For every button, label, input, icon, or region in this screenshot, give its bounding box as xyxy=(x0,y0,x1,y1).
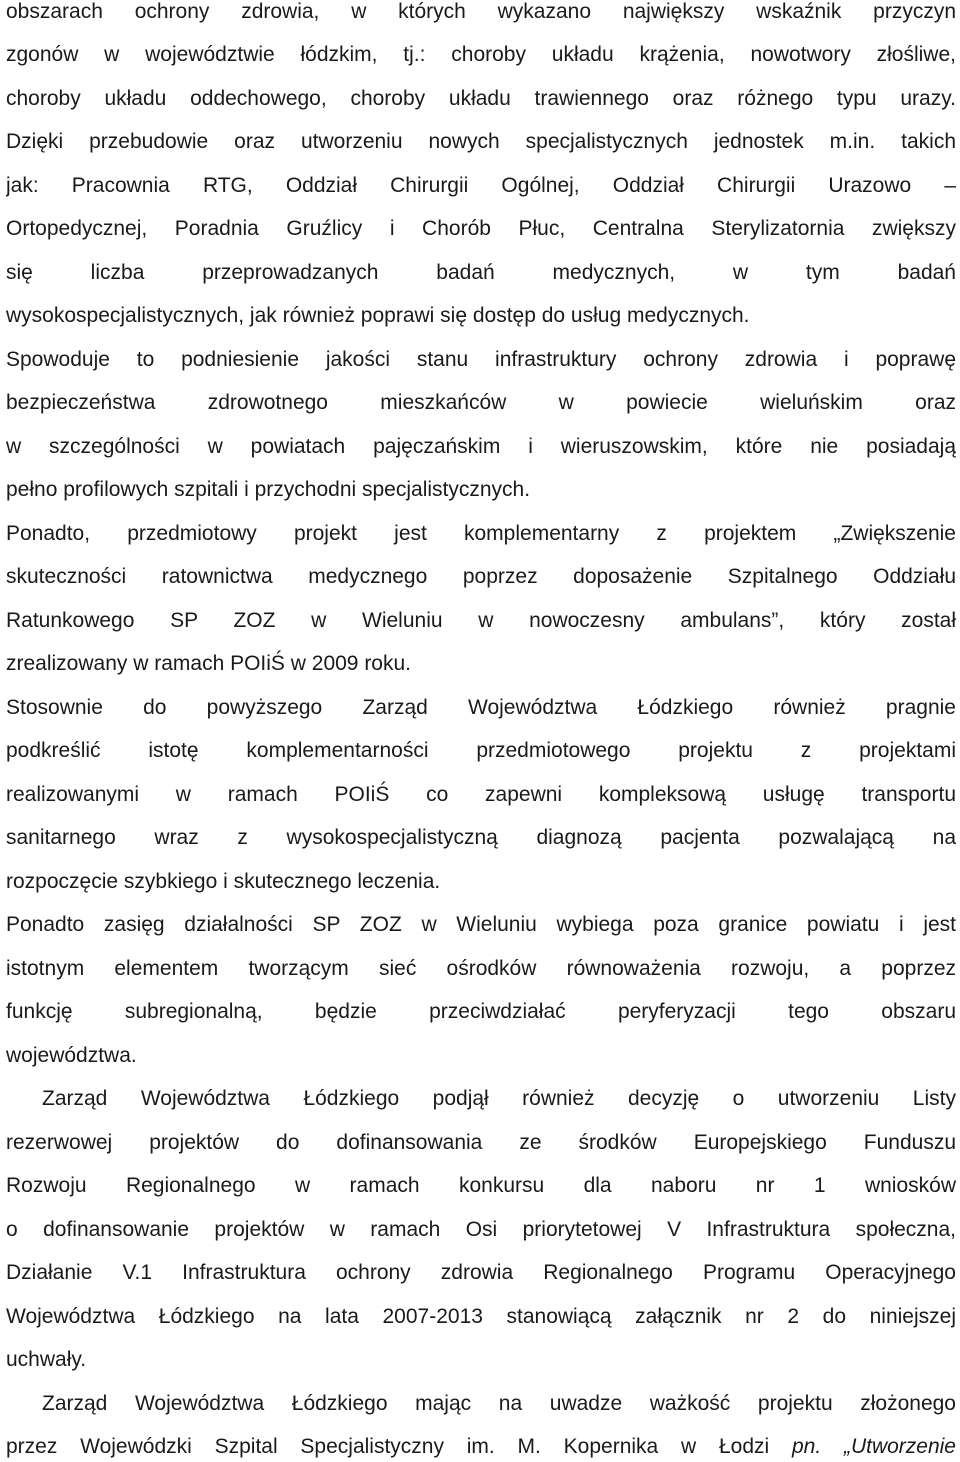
text-line: bezpieczeństwa zdrowotnego mieszkańców w powiecie wieluńskim oraz xyxy=(6,391,956,414)
text-line: Dzięki przebudowie oraz utworzeniu nowych specjalistycznych jednostek m.in. takich xyxy=(6,130,956,153)
text-line: realizowanymi w ramach POIiŚ co zapewni kompleksową usługę transportu xyxy=(6,783,956,806)
text-line-last-italic: pn. „Utworzenie xyxy=(791,1435,956,1458)
text-line: w szczególności w powiatach pajęczańskim i wieruszowskim, które nie posiadają xyxy=(6,435,956,458)
text-line: Rozwoju Regionalnego w ramach konkursu dla naboru nr 1 wniosków xyxy=(6,1174,956,1197)
text-line: Działanie V.1 Infrastruktura ochrony zdrowia Regionalnego Programu Operacyjnego xyxy=(6,1261,956,1284)
text-line: rezerwowej projektów do dofinansowania ze środków Europejskiego Funduszu xyxy=(6,1131,956,1154)
text-line: rozpoczęcie szybkiego i skutecznego leczenia. xyxy=(6,870,441,893)
text-line: Spowoduje to podniesienie jakości stanu infrastruktury ochrony zdrowia i poprawę xyxy=(6,348,956,371)
text-line: Stosownie do powyższego Zarząd Województwa Łódzkiego również pragnie xyxy=(6,696,956,719)
text-line: funkcję subregionalną, będzie przeciwdziałać peryferyzacji tego obszaru xyxy=(6,1000,956,1023)
text-line: uchwały. xyxy=(6,1348,87,1371)
text-line: województwa. xyxy=(6,1044,137,1067)
text-line: Ratunkowego SP ZOZ w Wieluniu w nowoczesny ambulans”, który został xyxy=(6,609,956,632)
text-line: jak: Pracownia RTG, Oddział Chirurgii Ogólnej, Oddział Chirurgii Urazowo – xyxy=(6,174,956,197)
text-line: sanitarnego wraz z wysokospecjalistyczną diagnozą pacjenta pozwalającą na xyxy=(6,826,956,849)
text-line: Województwa Łódzkiego na lata 2007-2013 stanowiącą załącznik nr 2 do niniejszej xyxy=(6,1305,956,1328)
text-line: choroby układu oddechowego, choroby układu trawiennego oraz różnego typu urazy. xyxy=(6,87,956,110)
text-line: Zarząd Województwa Łódzkiego podjął również decyzję o utworzeniu Listy xyxy=(42,1087,956,1110)
text-line: pełno profilowych szpitali i przychodni specjalistycznych. xyxy=(6,478,531,501)
text-line: obszarach ochrony zdrowia, w których wykazano największy wskaźnik przyczyn xyxy=(6,0,956,23)
text-line: się liczba przeprowadzanych badań medycznych, w tym badań xyxy=(6,261,956,284)
text-line: istotnym elementem tworzącym sieć ośrodków równoważenia rozwoju, a poprzez xyxy=(6,957,956,980)
text-line: skuteczności ratownictwa medycznego poprzez doposażenie Szpitalnego Oddziału xyxy=(6,565,956,588)
text-line: zgonów w województwie łódzkim, tj.: choroby układu krążenia, nowotwory złośliwe, xyxy=(6,43,956,66)
text-line-last xyxy=(6,1432,956,1462)
text-line: o dofinansowanie projektów w ramach Osi priorytetowej V Infrastruktura społeczna, xyxy=(6,1218,956,1241)
text-line-last-regular: przez Wojewódzki Szpital Specjalistyczny im. M. Kopernika w Łodzi xyxy=(6,1435,770,1458)
text-line: Ortopedycznej, Poradnia Gruźlicy i Chorób Płuc, Centralna Sterylizatornia zwiększy xyxy=(6,217,956,240)
text-line: zrealizowany w ramach POIiŚ w 2009 roku. xyxy=(6,652,411,675)
text-line: Ponadto zasięg działalności SP ZOZ w Wieluniu wybiega poza granice powiatu i jest xyxy=(6,913,956,936)
text-line: podkreślić istotę komplementarności przedmiotowego projektu z projektami xyxy=(6,739,956,762)
text-line: Zarząd Województwa Łódzkiego mając na uwadze ważkość projektu złożonego xyxy=(42,1392,956,1415)
text-line: Ponadto, przedmiotowy projekt jest komplementarny z projektem „Zwiększenie xyxy=(6,522,956,545)
text-line: wysokospecjalistycznych, jak również poprawi się dostęp do usług medycznych. xyxy=(6,304,750,327)
